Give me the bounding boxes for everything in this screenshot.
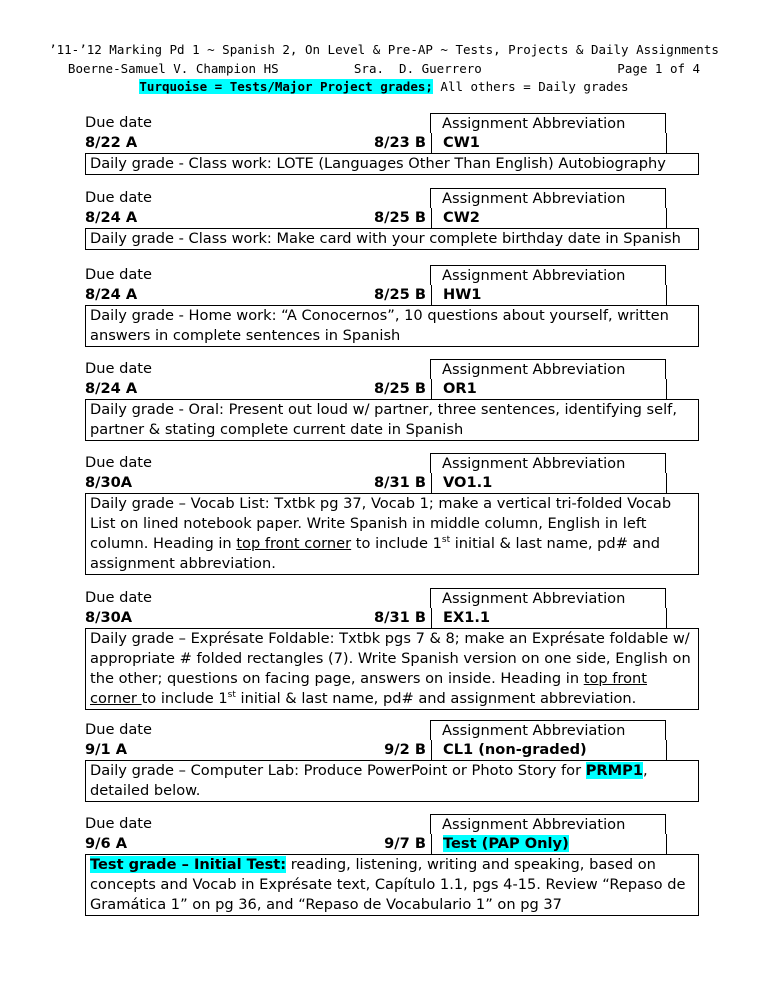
legend-highlight: Turquoise = Tests/Major Project grades; bbox=[139, 79, 433, 94]
date-a: 8/24 A bbox=[85, 286, 138, 303]
abbreviation-label: Assignment Abbreviation bbox=[430, 720, 666, 740]
date-b: 8/23 B bbox=[374, 134, 426, 151]
date-a: 9/6 A bbox=[85, 835, 128, 852]
superscript: st bbox=[441, 535, 451, 546]
description-text: to include 1 bbox=[351, 535, 442, 552]
abbreviation-label: Assignment Abbreviation bbox=[430, 453, 666, 473]
date-b: 8/25 B bbox=[374, 286, 426, 303]
assignment-abbreviation: CW2 bbox=[431, 208, 667, 228]
header-legend bbox=[0, 78, 768, 97]
date-a: 9/1 A bbox=[85, 741, 128, 758]
assignment-abbreviation: OR1 bbox=[431, 379, 667, 399]
assignment-entry-test bbox=[85, 814, 699, 916]
description-text: Daily grade – Computer Lab: Produce PowerPoint or Photo Story for bbox=[90, 762, 586, 779]
description-text: Daily grade – Vocab List: Txtbk pg 37, Vocab 1; make a vertical tri-folded Vocab List on lined notebook paper. Write Spanish in middle column, English in left column. Heading in bbox=[90, 495, 672, 552]
due-date-label: Due date bbox=[85, 721, 153, 738]
legend-rest: All others = Daily grades bbox=[432, 79, 629, 94]
abbreviation-label: Assignment Abbreviation bbox=[430, 359, 666, 379]
description-text: reading, listening, writing and speaking, based on concepts and Vocab in Exprésate text, Capítulo 1.1, pgs 4-15. Review “Repaso de Gramática 1” on pg 36, and “Repaso de Vocabulario 1” on pg 37 bbox=[90, 856, 686, 913]
date-a: 8/24 A bbox=[85, 380, 138, 397]
assignment-description bbox=[85, 854, 699, 916]
date-b: 9/7 B bbox=[384, 835, 426, 852]
abbreviation-label: Assignment Abbreviation bbox=[430, 265, 666, 285]
abbreviation-label: Assignment Abbreviation bbox=[430, 588, 666, 608]
description-underlined: top front corner bbox=[236, 535, 352, 552]
description-text: initial & last name, pd# and assignment abbreviation. bbox=[235, 690, 637, 707]
due-date-label: Due date bbox=[85, 266, 153, 283]
date-a: 8/24 A bbox=[85, 209, 138, 226]
assignment-description bbox=[85, 493, 699, 575]
description-underlined: top front corner bbox=[90, 670, 648, 707]
date-a: 8/30A bbox=[85, 609, 133, 626]
due-date-label: Due date bbox=[85, 360, 153, 377]
assignment-abbreviation: HW1 bbox=[431, 285, 667, 305]
abbreviation-label: Assignment Abbreviation bbox=[430, 814, 666, 834]
assignment-description: Daily grade - Home work: “A Conocernos”, 10 questions about yourself, written answers in complete sentences in Spanish bbox=[85, 305, 699, 347]
prmp1-highlight: PRMP1 bbox=[585, 762, 644, 779]
assignment-description: Daily grade - Class work: Make card with your complete birthday date in Spanish bbox=[85, 228, 699, 250]
assignment-abbreviation bbox=[431, 834, 667, 854]
assignment-description bbox=[85, 628, 699, 710]
header-title: ’11-’12 Marking Pd 1 ~ Spanish 2, On Level & Pre-AP ~ Tests, Projects & Daily Assignments bbox=[49, 42, 719, 57]
due-date-label: Due date bbox=[85, 189, 153, 206]
test-abbr-highlight: Test (PAP Only) bbox=[443, 835, 569, 852]
abbreviation-label: Assignment Abbreviation bbox=[430, 113, 666, 133]
date-b: 8/25 B bbox=[374, 380, 426, 397]
description-text: Daily grade – Exprésate Foldable: Txtbk pgs 7 & 8; make an Exprésate foldable w/ appropriate # folded rectangles (7). Write Spanish version on one side, English on the other; questions on facing page, answers on inside. Heading in bbox=[90, 630, 691, 687]
date-a: 8/30A bbox=[85, 474, 133, 491]
date-a: 8/22 A bbox=[85, 134, 138, 151]
due-date-label: Due date bbox=[85, 114, 153, 131]
due-date-label: Due date bbox=[85, 815, 153, 832]
assignment-entry-hw1 bbox=[85, 265, 699, 347]
due-date-label: Due date bbox=[85, 454, 153, 471]
abbreviation-label: Assignment Abbreviation bbox=[430, 188, 666, 208]
assignment-description: Daily grade - Class work: LOTE (Languages Other Than English) Autobiography bbox=[85, 153, 699, 175]
description-text: initial & last name, pd# and assignment abbreviation. bbox=[90, 535, 661, 572]
assignment-entry-cw2 bbox=[85, 188, 699, 250]
assignment-entry-cl1 bbox=[85, 720, 699, 802]
date-b: 8/31 B bbox=[374, 609, 426, 626]
assignment-entry-cw1 bbox=[85, 113, 699, 175]
test-grade-highlight: Test grade – Initial Test: bbox=[90, 856, 287, 873]
assignment-entry-or1 bbox=[85, 359, 699, 441]
assignment-abbreviation: CW1 bbox=[431, 133, 667, 153]
assignment-description: Daily grade - Oral: Present out loud w/ partner, three sentences, identifying self, partner & stating complete current date in Spanish bbox=[85, 399, 699, 441]
assignment-abbreviation: CL1 (non-graded) bbox=[431, 740, 667, 760]
assignment-abbreviation: EX1.1 bbox=[431, 608, 667, 628]
description-text: to include 1 bbox=[141, 690, 228, 707]
page-header bbox=[0, 41, 768, 97]
assignment-description bbox=[85, 760, 699, 802]
assignment-abbreviation: VO1.1 bbox=[431, 473, 667, 493]
assignment-entry-vo1-1 bbox=[85, 453, 699, 575]
header-school-teacher-page: Boerne-Samuel V. Champion HS Sra. D. Guerrero Page 1 of 4 bbox=[67, 60, 701, 76]
date-b: 9/2 B bbox=[384, 741, 426, 758]
superscript: st bbox=[227, 690, 236, 701]
due-date-label: Due date bbox=[85, 589, 153, 606]
description-text: , detailed below. bbox=[90, 762, 648, 799]
date-b: 8/25 B bbox=[374, 209, 426, 226]
date-b: 8/31 B bbox=[374, 474, 426, 491]
assignment-entry-ex1-1 bbox=[85, 588, 699, 710]
